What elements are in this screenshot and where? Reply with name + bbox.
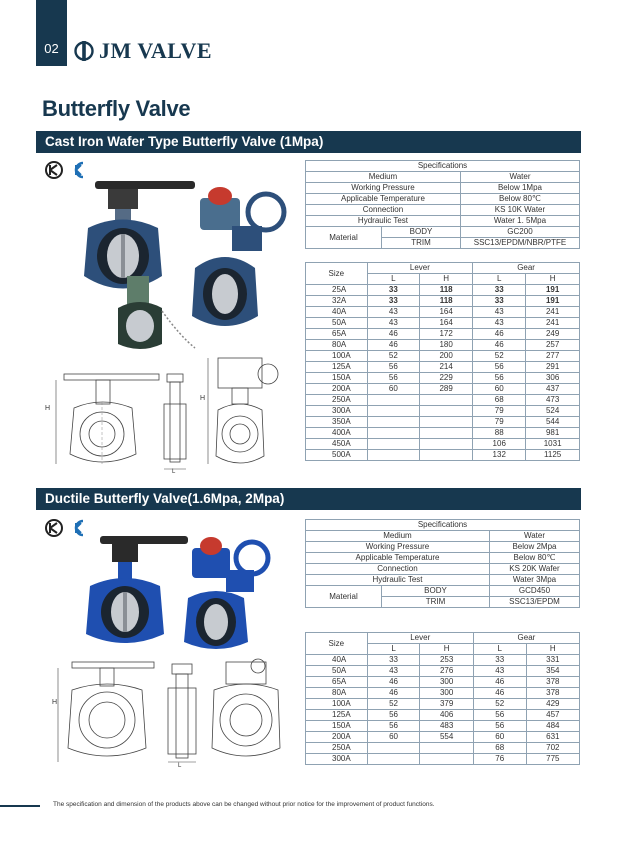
dimension-cell: 33 — [367, 655, 420, 666]
cast-iron-valve-drawings — [42, 352, 280, 474]
dimension-cell: 437 — [526, 384, 580, 395]
dimension-cell: 473 — [526, 395, 580, 406]
h-header: H — [420, 274, 473, 285]
dimension-table-ductile — [305, 632, 580, 765]
dimension-cell: 46 — [367, 329, 420, 340]
table-row — [306, 439, 580, 450]
dimension-cell: 214 — [420, 362, 473, 373]
dimension-cell: 200 — [420, 351, 473, 362]
size-header: Size — [306, 263, 368, 285]
dimension-cell: 544 — [526, 417, 580, 428]
dimension-cell: 60 — [367, 384, 420, 395]
dimension-cell: 118 — [420, 296, 473, 307]
material-part: TRIM — [382, 238, 461, 249]
dimension-cell: 631 — [526, 732, 579, 743]
size-cell: 125A — [306, 362, 368, 373]
dimension-cell: 46 — [473, 677, 526, 688]
dimension-cell: 241 — [526, 307, 580, 318]
size-cell: 80A — [306, 340, 368, 351]
table-row — [306, 340, 580, 351]
dimension-cell — [420, 450, 473, 461]
size-cell: 150A — [306, 721, 368, 732]
spec-label: Hydraulic Test — [306, 216, 461, 227]
dimension-cell: 406 — [420, 710, 473, 721]
switch-valve-image — [118, 276, 195, 349]
dimension-cell: 291 — [526, 362, 580, 373]
section-title-ductile: Ductile Butterfly Valve(1.6Mpa, 2Mpa) — [36, 488, 581, 510]
table-row — [306, 395, 580, 406]
spec-table-cast-iron — [305, 160, 580, 249]
spec-label: Medium — [306, 172, 461, 183]
table-row — [306, 710, 580, 721]
table-row — [306, 406, 580, 417]
dimension-cell — [420, 406, 473, 417]
material-value: GCD450 — [489, 586, 579, 597]
l-header: L — [367, 274, 420, 285]
length-label: L — [178, 763, 182, 768]
cast-iron-valve-photos — [70, 176, 300, 351]
table-row — [306, 296, 580, 307]
material-value: SSC13/EPDM/NBR/PTFE — [460, 238, 579, 249]
spec-value: KS 20K Wafer — [489, 564, 579, 575]
dimension-cell: 52 — [367, 699, 420, 710]
material-label: Material — [306, 586, 382, 608]
size-cell: 40A — [306, 655, 368, 666]
spec-label: Medium — [306, 531, 490, 542]
dimension-cell: 46 — [473, 340, 526, 351]
table-row — [306, 699, 580, 710]
lever-header: Lever — [367, 263, 473, 274]
dimension-cell: 33 — [473, 285, 526, 296]
brand-mark-icon — [73, 40, 95, 62]
size-header: Size — [306, 633, 368, 655]
dimension-cell: 289 — [420, 384, 473, 395]
dimension-cell: 702 — [526, 743, 579, 754]
size-cell: 50A — [306, 666, 368, 677]
spec-value: Below 80℃ — [489, 553, 579, 564]
size-cell: 125A — [306, 710, 368, 721]
table-row — [306, 318, 580, 329]
dimension-cell: 33 — [473, 296, 526, 307]
spec-value: Water — [460, 172, 579, 183]
dimension-cell — [367, 439, 420, 450]
size-cell: 200A — [306, 732, 368, 743]
size-cell: 350A — [306, 417, 368, 428]
material-value: SSC13/EPDM — [489, 597, 579, 608]
dimension-cell: 43 — [367, 666, 420, 677]
spec-label: Working Pressure — [306, 542, 490, 553]
size-cell: 65A — [306, 329, 368, 340]
dimension-cell: 300 — [420, 677, 473, 688]
dimension-cell: 249 — [526, 329, 580, 340]
dimension-cell: 1031 — [526, 439, 580, 450]
dimension-cell: 164 — [420, 307, 473, 318]
spec-heading: Specifications — [306, 161, 580, 172]
dimension-cell — [420, 754, 473, 765]
dimension-cell: 172 — [420, 329, 473, 340]
dimension-cell: 191 — [526, 296, 580, 307]
dimension-cell: 52 — [473, 351, 526, 362]
dimension-cell: 46 — [367, 677, 420, 688]
gear-front-drawing — [200, 358, 278, 464]
brand-logo — [73, 38, 212, 64]
dimension-cell: 306 — [526, 373, 580, 384]
spec-heading: Specifications — [306, 520, 580, 531]
dimension-cell: 60 — [473, 732, 526, 743]
dimension-cell: 56 — [367, 721, 420, 732]
spec-label: Connection — [306, 564, 490, 575]
dimension-cell: 52 — [473, 699, 526, 710]
spec-label: Applicable Temperature — [306, 553, 490, 564]
brand-name: JM VALVE — [99, 38, 213, 63]
material-part: BODY — [382, 227, 461, 238]
table-row — [306, 655, 580, 666]
size-cell: 150A — [306, 373, 368, 384]
dimension-cell: 79 — [473, 417, 526, 428]
material-part: TRIM — [382, 597, 490, 608]
dimension-cell: 76 — [473, 754, 526, 765]
spec-value: Below 80℃ — [460, 194, 579, 205]
dimension-cell: 60 — [367, 732, 420, 743]
dimension-cell: 33 — [473, 655, 526, 666]
dimension-cell: 277 — [526, 351, 580, 362]
size-cell: 100A — [306, 699, 368, 710]
lever-valve-image — [86, 536, 188, 643]
dimension-cell — [367, 428, 420, 439]
ductile-valve-drawings — [50, 658, 285, 768]
h-header: H — [526, 274, 580, 285]
dimension-cell: 88 — [473, 428, 526, 439]
lever-header: Lever — [367, 633, 473, 644]
size-cell: 500A — [306, 450, 368, 461]
footer-note: The specification and dimension of the products above can be changed without prior notice for the improvement of product functions. — [53, 801, 435, 808]
dimension-cell: 775 — [526, 754, 579, 765]
gear-header: Gear — [473, 633, 579, 644]
spec-value: Water — [489, 531, 579, 542]
l-header: L — [473, 644, 526, 655]
side-view-drawing — [164, 374, 186, 474]
dimension-cell: 132 — [473, 450, 526, 461]
size-cell: 300A — [306, 754, 368, 765]
table-row — [306, 677, 580, 688]
size-cell: 400A — [306, 428, 368, 439]
table-row — [306, 721, 580, 732]
footer-rule — [0, 805, 40, 807]
length-label: L — [172, 469, 176, 474]
dimension-cell: 46 — [473, 688, 526, 699]
dimension-cell: 164 — [420, 318, 473, 329]
spec-value: Below 1Mpa — [460, 183, 579, 194]
dimension-cell: 378 — [526, 677, 579, 688]
table-row — [306, 732, 580, 743]
lever-valve-image — [84, 181, 195, 289]
l-header: L — [367, 644, 420, 655]
dimension-cell: 43 — [367, 318, 420, 329]
spec-value: KS 10K Water — [460, 205, 579, 216]
dimension-cell: 378 — [526, 688, 579, 699]
spec-label: Applicable Temperature — [306, 194, 461, 205]
dimension-cell: 241 — [526, 318, 580, 329]
dimension-cell: 354 — [526, 666, 579, 677]
gear-valve-image — [184, 537, 268, 649]
l-header: L — [473, 274, 526, 285]
spec-table-ductile — [305, 519, 580, 608]
dimension-cell: 56 — [367, 710, 420, 721]
dimension-cell — [367, 743, 420, 754]
size-cell: 200A — [306, 384, 368, 395]
dimension-cell: 300 — [420, 688, 473, 699]
dimension-cell — [420, 417, 473, 428]
h-header: H — [420, 644, 473, 655]
table-row — [306, 743, 580, 754]
dimension-cell: 68 — [473, 743, 526, 754]
dimension-cell: 43 — [367, 307, 420, 318]
size-cell: 100A — [306, 351, 368, 362]
dimension-cell: 33 — [367, 285, 420, 296]
dimension-table-cast-iron — [305, 262, 580, 461]
dimension-cell — [367, 406, 420, 417]
dimension-cell: 429 — [526, 699, 579, 710]
dimension-cell: 33 — [367, 296, 420, 307]
front-view-drawing — [52, 662, 154, 762]
dimension-cell — [420, 743, 473, 754]
spec-value: Below 2Mpa — [489, 542, 579, 553]
dimension-cell — [420, 428, 473, 439]
dimension-cell: 276 — [420, 666, 473, 677]
height-label: H — [45, 405, 51, 412]
dimension-cell: 524 — [526, 406, 580, 417]
dimension-cell: 56 — [473, 373, 526, 384]
dimension-cell: 379 — [420, 699, 473, 710]
table-row — [306, 384, 580, 395]
ks-mark-icon — [44, 160, 64, 180]
gear-valve-image — [192, 187, 284, 326]
table-row — [306, 666, 580, 677]
size-cell: 80A — [306, 688, 368, 699]
dimension-cell: 46 — [473, 329, 526, 340]
page-title: Butterfly Valve — [42, 96, 191, 121]
dimension-cell: 43 — [473, 666, 526, 677]
dimension-cell: 253 — [420, 655, 473, 666]
dimension-cell: 43 — [473, 318, 526, 329]
page-number: 02 — [44, 41, 59, 56]
dimension-cell: 79 — [473, 406, 526, 417]
front-view-drawing — [45, 374, 159, 464]
table-row — [306, 754, 580, 765]
dimension-cell: 106 — [473, 439, 526, 450]
page-tab — [36, 0, 67, 66]
dimension-cell: 46 — [367, 688, 420, 699]
dimension-cell: 229 — [420, 373, 473, 384]
material-label: Material — [306, 227, 382, 249]
size-cell: 65A — [306, 677, 368, 688]
table-row — [306, 373, 580, 384]
ks-mark-icon — [44, 518, 64, 538]
gear-front-drawing — [212, 659, 280, 756]
table-row — [306, 351, 580, 362]
dimension-cell — [420, 439, 473, 450]
size-cell: 250A — [306, 395, 368, 406]
material-value: GC200 — [460, 227, 579, 238]
dimension-cell — [420, 395, 473, 406]
dimension-cell: 46 — [367, 340, 420, 351]
dimension-cell: 257 — [526, 340, 580, 351]
dimension-cell: 484 — [526, 721, 579, 732]
side-view-drawing — [168, 664, 196, 768]
h-header: H — [526, 644, 579, 655]
size-cell: 300A — [306, 406, 368, 417]
dimension-cell — [367, 754, 420, 765]
size-cell: 32A — [306, 296, 368, 307]
dimension-cell: 56 — [367, 362, 420, 373]
section-title-cast-iron: Cast Iron Wafer Type Butterfly Valve (1Mpa) — [36, 131, 581, 153]
spec-value: Water 1. 5Mpa — [460, 216, 579, 227]
dimension-cell: 68 — [473, 395, 526, 406]
table-row — [306, 362, 580, 373]
size-cell: 50A — [306, 318, 368, 329]
size-cell: 250A — [306, 743, 368, 754]
dimension-cell: 981 — [526, 428, 580, 439]
dimension-cell: 60 — [473, 384, 526, 395]
size-cell: 450A — [306, 439, 368, 450]
table-row — [306, 688, 580, 699]
size-cell: 25A — [306, 285, 368, 296]
size-cell: 40A — [306, 307, 368, 318]
table-row — [306, 417, 580, 428]
dimension-cell: 52 — [367, 351, 420, 362]
height-label: H — [52, 699, 58, 706]
spec-value: Water 3Mpa — [489, 575, 579, 586]
spec-label: Hydraulic Test — [306, 575, 490, 586]
table-row — [306, 450, 580, 461]
dimension-cell: 457 — [526, 710, 579, 721]
dimension-cell — [367, 450, 420, 461]
dimension-cell — [367, 417, 420, 428]
dimension-cell: 118 — [420, 285, 473, 296]
dimension-cell: 554 — [420, 732, 473, 743]
dimension-cell: 43 — [473, 307, 526, 318]
dimension-cell: 331 — [526, 655, 579, 666]
dimension-cell: 191 — [526, 285, 580, 296]
material-part: BODY — [382, 586, 490, 597]
table-row — [306, 329, 580, 340]
dimension-cell: 1125 — [526, 450, 580, 461]
spec-label: Connection — [306, 205, 461, 216]
dimension-cell — [367, 395, 420, 406]
dimension-cell: 56 — [473, 362, 526, 373]
dimension-cell: 56 — [473, 721, 526, 732]
dimension-cell: 56 — [367, 373, 420, 384]
height-label: H — [200, 395, 206, 402]
table-row — [306, 428, 580, 439]
table-row — [306, 285, 580, 296]
spec-label: Working Pressure — [306, 183, 461, 194]
dimension-cell: 483 — [420, 721, 473, 732]
table-row — [306, 307, 580, 318]
dimension-cell: 180 — [420, 340, 473, 351]
dimension-cell: 56 — [473, 710, 526, 721]
ductile-valve-photos — [80, 528, 290, 656]
gear-header: Gear — [473, 263, 580, 274]
